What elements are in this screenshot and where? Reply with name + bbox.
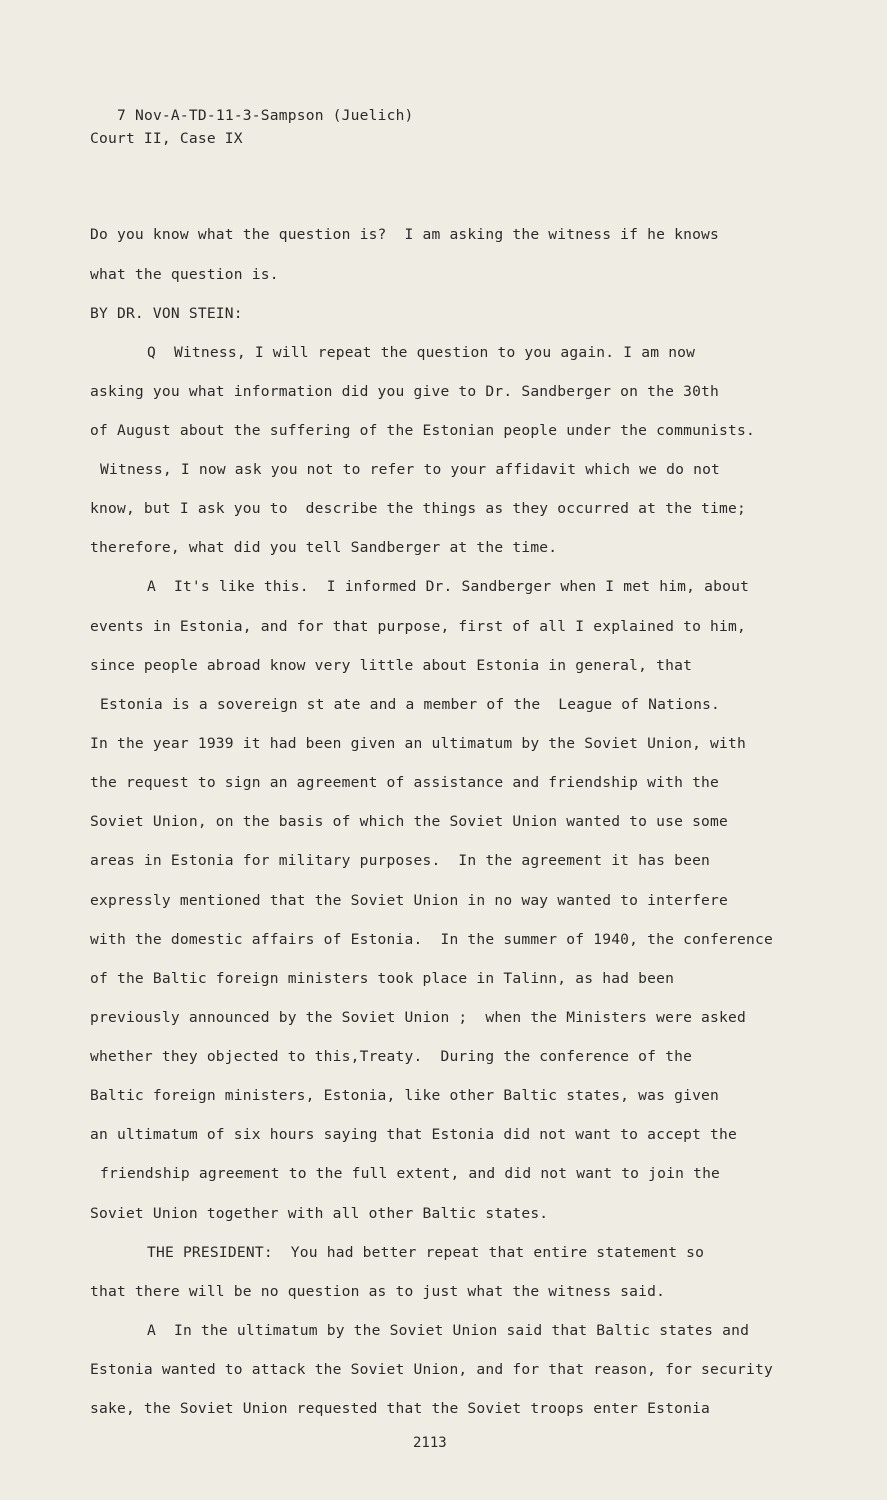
body-line: Baltic foreign ministers, Estonia, like other Baltic states, was given bbox=[90, 1087, 720, 1104]
body-line: therefore, what did you tell Sandberger at the time. bbox=[90, 539, 558, 556]
body-line: asking you what information did you give to Dr. Sandberger on the 30th bbox=[90, 383, 720, 400]
body-line: whether they objected to this,Treaty. During the conference of the bbox=[90, 1048, 693, 1065]
body-line: sake, the Soviet Union requested that the Soviet troops enter Estonia bbox=[90, 1400, 711, 1417]
body-line: know, but I ask you to describe the things as they occurred at the time; bbox=[90, 500, 746, 517]
body-line: since people abroad know very little about Estonia in general, that bbox=[90, 657, 693, 674]
body-line: what the question is. bbox=[90, 266, 279, 283]
body-line: that there will be no question as to just what the witness said. bbox=[90, 1283, 666, 1300]
body-line: Do you know what the question is? I am asking the witness if he knows bbox=[90, 226, 720, 243]
body-line: events in Estonia, and for that purpose, first of all I explained to him, bbox=[90, 618, 746, 635]
body-line: of August about the suffering of the Estonian people under the communists. bbox=[90, 422, 755, 439]
body-line: with the domestic affairs of Estonia. In the summer of 1940, the conference bbox=[90, 931, 773, 948]
header-line-2: Court II, Case IX bbox=[90, 130, 243, 147]
body-line: expressly mentioned that the Soviet Union in no way wanted to interfere bbox=[90, 892, 729, 909]
page-number: 2113 bbox=[413, 1435, 447, 1451]
body-line: areas in Estonia for military purposes. In the agreement it has been bbox=[90, 852, 711, 869]
body-line: Estonia is a sovereign st ate and a member of the League of Nations. bbox=[100, 696, 721, 713]
body-line: previously announced by the Soviet Union ; when the Ministers were asked bbox=[90, 1009, 746, 1026]
body-line: of the Baltic foreign ministers took place in Talinn, as had been bbox=[90, 970, 675, 987]
body-line: Soviet Union, on the basis of which the Soviet Union wanted to use some bbox=[90, 813, 729, 830]
body-line: Q Witness, I will repeat the question to you again. I am now bbox=[147, 344, 696, 361]
body-line: BY DR. VON STEIN: bbox=[90, 305, 243, 322]
header-line-1: 7 Nov-A-TD-11-3-Sampson (Juelich) bbox=[117, 107, 414, 124]
body-line: Soviet Union together with all other Baltic states. bbox=[90, 1205, 549, 1222]
body-line: Witness, I now ask you not to refer to your affidavit which we do not bbox=[100, 461, 721, 478]
body-line: the request to sign an agreement of assistance and friendship with the bbox=[90, 774, 720, 791]
body-line: A It's like this. I informed Dr. Sandberger when I met him, about bbox=[147, 578, 750, 595]
body-line: friendship agreement to the full extent, and did not want to join the bbox=[100, 1165, 721, 1182]
body-line: A In the ultimatum by the Soviet Union said that Baltic states and bbox=[147, 1322, 750, 1339]
body-line: THE PRESIDENT: You had better repeat that entire statement so bbox=[147, 1244, 705, 1261]
body-line: In the year 1939 it had been given an ultimatum by the Soviet Union, with bbox=[90, 735, 746, 752]
body-line: Estonia wanted to attack the Soviet Union, and for that reason, for security bbox=[90, 1361, 773, 1378]
body-line: an ultimatum of six hours saying that Estonia did not want to accept the bbox=[90, 1126, 738, 1143]
